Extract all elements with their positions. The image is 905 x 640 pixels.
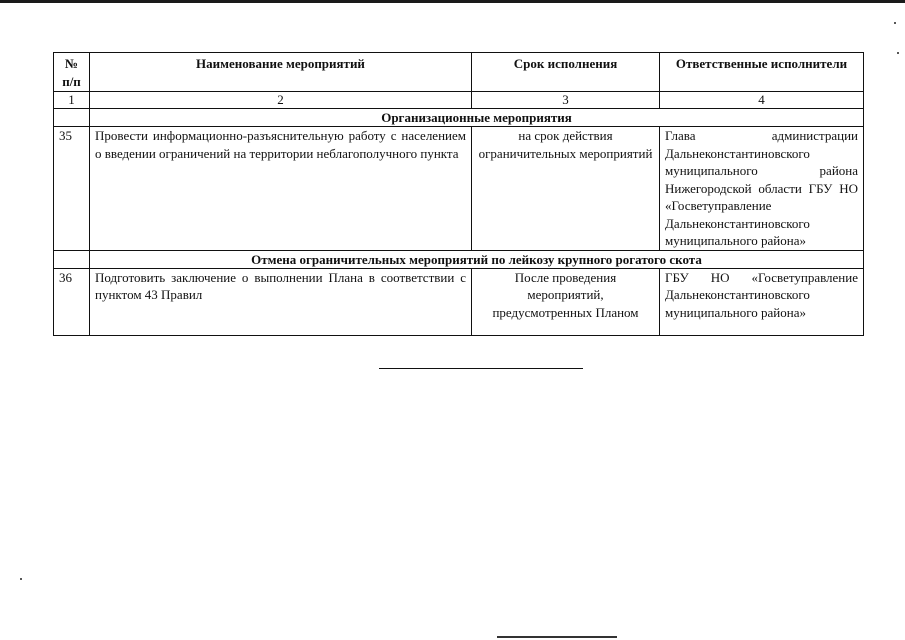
column-number: 1	[54, 92, 90, 109]
section-num-cell	[54, 109, 90, 127]
table-row	[54, 268, 864, 335]
section-num-cell	[54, 250, 90, 268]
scan-bottom-mark	[497, 636, 617, 638]
row-responsible: Глава администрации Дальнеконстантиновского муниципального района Нижегородской области ГБУ НО «Госветуправление Дальнеконстантиновского муниципального района»	[660, 127, 864, 251]
column-number-row	[54, 92, 864, 109]
row-name: Подготовить заключение о выполнении Плана в соответствии с пунктом 43 Правил	[90, 268, 472, 335]
scan-speck	[894, 22, 896, 24]
table-header-row	[54, 53, 864, 92]
row-term: После проведения мероприятий, предусмотренных Планом	[472, 268, 660, 335]
row-name: Провести информационно-разъяснительную работу с населением о введении ограничений на территории неблагополучного пункта	[90, 127, 472, 251]
header-name: Наименование мероприятий	[90, 53, 472, 92]
section-title: Организационные мероприятия	[90, 109, 864, 127]
row-num: 35	[54, 127, 90, 251]
table-row	[54, 127, 864, 251]
header-term: Срок исполнения	[472, 53, 660, 92]
measures-table	[53, 52, 864, 336]
column-number: 4	[660, 92, 864, 109]
column-number: 3	[472, 92, 660, 109]
column-number: 2	[90, 92, 472, 109]
row-responsible: ГБУ НО «Госветуправление Дальнеконстантиновского муниципального района»	[660, 268, 864, 335]
section-row	[54, 109, 864, 127]
section-row	[54, 250, 864, 268]
header-responsible: Ответственные исполнители	[660, 53, 864, 92]
closing-divider-line	[379, 368, 583, 369]
scan-top-edge	[0, 0, 905, 3]
header-num: № п/п	[54, 53, 90, 92]
row-num: 36	[54, 268, 90, 335]
scan-speck	[20, 578, 22, 580]
row-term: на срок действия ограничительных мероприятий	[472, 127, 660, 251]
section-title: Отмена ограничительных мероприятий по лейкозу крупного рогатого скота	[90, 250, 864, 268]
scan-speck	[897, 52, 899, 54]
